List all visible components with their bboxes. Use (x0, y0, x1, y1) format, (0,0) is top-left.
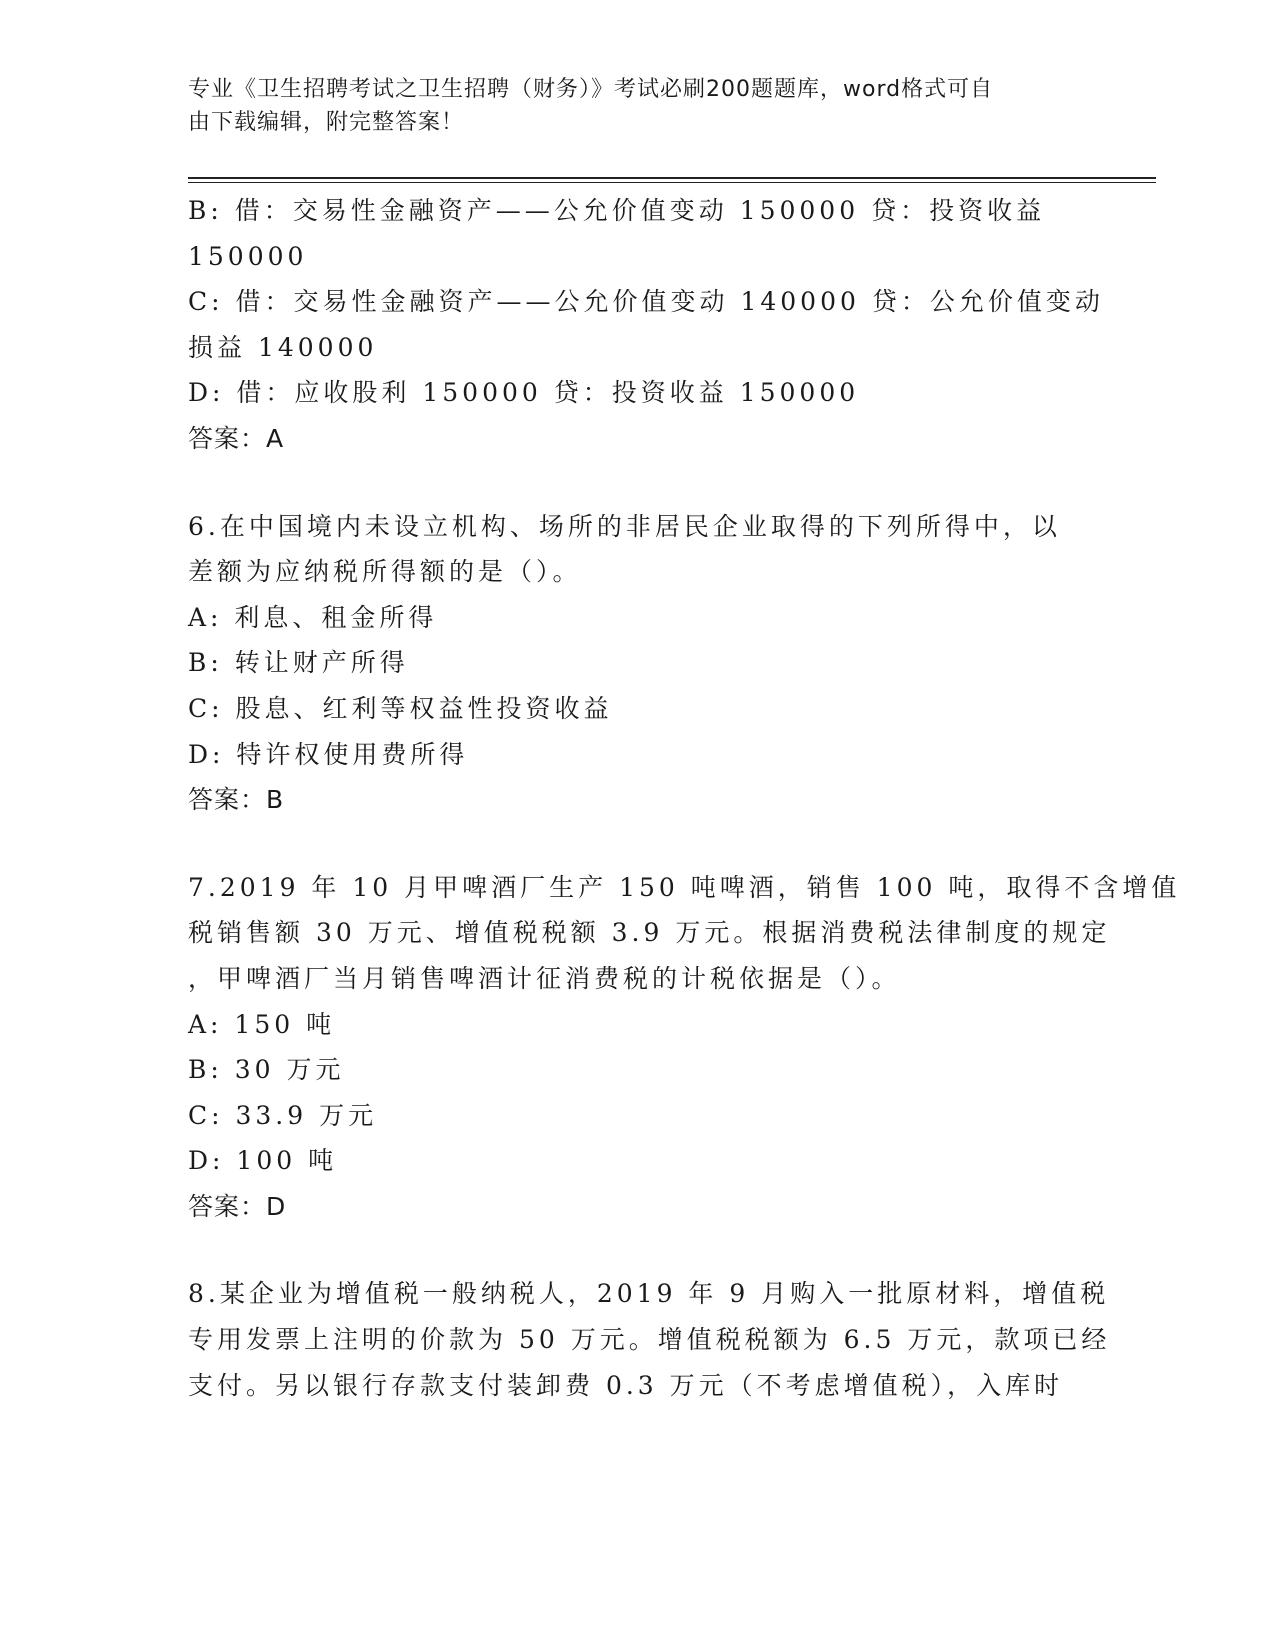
question-text-continued: 差额为应纳税所得额的是（）。 (188, 557, 582, 587)
option-b: B: 30 万元 (188, 1055, 345, 1085)
header-line-1: 专业《卫生招聘考试之卫生招聘（财务）》考试必刷200题题库，word格式可自 (188, 77, 994, 102)
option-c: C: 股息、红利等权益性投资收益 (188, 693, 613, 723)
question-block-6 (188, 504, 1088, 823)
block-spacer (188, 823, 1088, 865)
option-b: B: 转让财产所得 (188, 648, 409, 678)
option-c-continued: 损益 140000 (188, 332, 378, 362)
question-text-continued: 支付。另以银行存款支付装卸费 0.3 万元（不考虑增值税），入库时 (188, 1370, 1064, 1400)
option-d: D: 100 吨 (188, 1146, 338, 1176)
header-divider-thin (188, 182, 1156, 183)
header-line-2: 由下载编辑，附完整答案！ (188, 110, 465, 135)
answer-label: 答案：A (188, 423, 285, 453)
question-text-continued: 税销售额 30 万元、增值税税额 3.9 万元。根据消费税法律制度的规定 (188, 918, 1111, 948)
option-d: D: 借：应收股利 150000 贷：投资收益 150000 (188, 378, 860, 408)
option-d: D: 特许权使用费所得 (188, 739, 469, 769)
question-text: 6.在中国境内未设立机构、场所的非居民企业取得的下列所得中，以 (188, 511, 1061, 541)
block-spacer (188, 462, 1088, 504)
question-text-continued: ，甲啤酒厂当月销售啤酒计征消费税的计税依据是（）。 (188, 963, 901, 993)
block-spacer (188, 1229, 1088, 1271)
question-content (188, 188, 1181, 1408)
answer-label: 答案：D (188, 1191, 287, 1221)
question-block-8 (188, 1271, 1111, 1408)
option-c: C: 33.9 万元 (188, 1100, 378, 1130)
question-text: 8.某企业为增值税一般纳税人，2019 年 9 月购入一批原材料，增值税 (188, 1279, 1110, 1309)
option-a: A: 150 吨 (188, 1009, 336, 1039)
question-text: 7.2019 年 10 月甲啤酒厂生产 150 吨啤酒，销售 100 吨，取得不含增值 (188, 872, 1181, 902)
option-b: B: 借：交易性金融资产——公允价值变动 150000 贷：投资收益 (188, 196, 1046, 225)
option-a: A: 利息、租金所得 (188, 602, 438, 632)
option-b-continued: 150000 (188, 241, 308, 271)
document-header (188, 73, 1078, 139)
question-block-5 (188, 188, 1104, 462)
question-block-7 (188, 865, 1181, 1230)
question-text-continued: 专用发票上注明的价款为 50 万元。增值税税额为 6.5 万元，款项已经 (188, 1325, 1111, 1355)
answer-label: 答案：B (188, 785, 285, 815)
option-c: C: 借：交易性金融资产——公允价值变动 140000 贷：公允价值变动 (188, 287, 1104, 317)
header-divider-thick (188, 177, 1156, 179)
